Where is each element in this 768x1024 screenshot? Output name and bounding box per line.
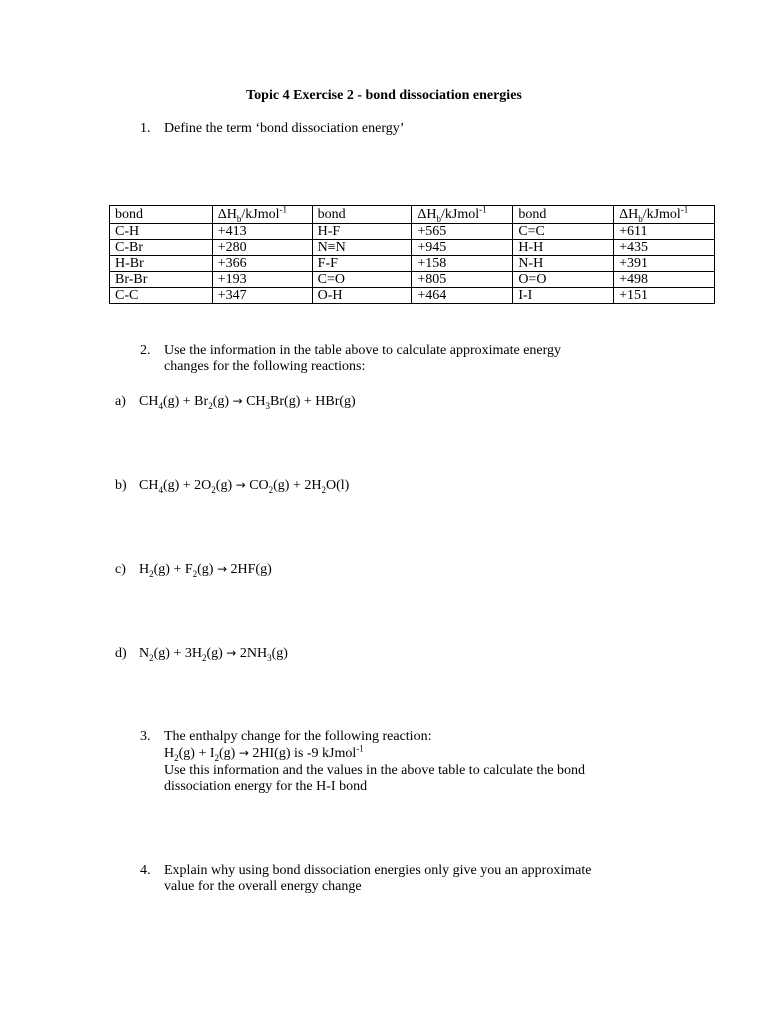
table-cell: H-H xyxy=(513,240,614,256)
table-cell: +158 xyxy=(412,256,513,272)
table-cell: O=O xyxy=(513,272,614,288)
header-energy: $\Delta H_b/kJmol^{-1}$ xyxy=(614,206,715,224)
table-row xyxy=(110,272,715,288)
arrow-icon: → xyxy=(235,478,246,492)
table-cell: +805 xyxy=(412,272,513,288)
table-cell: C=O xyxy=(312,272,412,288)
reaction-equation: $N_2(g) + 3H_2(g) \to 2NH_3(g)$ xyxy=(139,646,288,663)
header-energy: $\Delta H_b/kJmol^{-1}$ xyxy=(412,206,513,224)
table-cell: H-Br xyxy=(110,256,213,272)
table-cell: +413 xyxy=(212,224,312,240)
reaction-label: b) xyxy=(115,478,127,493)
table-cell: C=C xyxy=(513,224,614,240)
question-number: 1. xyxy=(140,121,151,136)
question-2 xyxy=(140,343,561,359)
table-row xyxy=(110,288,715,304)
question-text: The enthalpy change for the following reaction: xyxy=(164,729,432,744)
table-cell: H-F xyxy=(312,224,412,240)
reaction-equation: $CH_4(g) + 2O_2(g) \to CO_2(g) + 2H_2O(l)$ xyxy=(139,478,350,495)
table-cell: +391 xyxy=(614,256,715,272)
question-text: Explain why using bond dissociation energies only give you an approximate xyxy=(164,863,592,878)
header-bond: bond xyxy=(513,206,614,224)
reaction-label: c) xyxy=(115,562,126,577)
table-cell: +151 xyxy=(614,288,715,304)
question-text: changes for the following reactions: xyxy=(164,359,366,374)
table-cell: +498 xyxy=(614,272,715,288)
page-title: Topic 4 Exercise 2 - bond dissociation energies xyxy=(246,88,522,103)
arrow-icon: → xyxy=(226,646,237,660)
table-cell: +347 xyxy=(212,288,312,304)
question-number: 3. xyxy=(140,729,151,744)
table-row xyxy=(110,256,715,272)
table-cell: O-H xyxy=(312,288,412,304)
reaction-b xyxy=(115,477,349,494)
table-cell: +366 xyxy=(212,256,312,272)
table-cell: F-F xyxy=(312,256,412,272)
question-number: 2. xyxy=(140,343,151,358)
table-row xyxy=(110,224,715,240)
arrow-icon: → xyxy=(238,746,249,760)
header-bond: bond xyxy=(312,206,412,224)
arrow-icon: → xyxy=(232,394,243,408)
table-header-row xyxy=(110,206,715,224)
bond-energy-table xyxy=(109,205,715,304)
table-cell: N-H xyxy=(513,256,614,272)
header-bond: bond xyxy=(110,206,213,224)
table-cell: +464 xyxy=(412,288,513,304)
question-text: dissociation energy for the H-I bond xyxy=(164,779,368,794)
question-3 xyxy=(140,729,431,745)
reaction-label: a) xyxy=(115,394,126,409)
table-cell: +565 xyxy=(412,224,513,240)
table-cell: C-H xyxy=(110,224,213,240)
table-cell: C-C xyxy=(110,288,213,304)
table-cell: +193 xyxy=(212,272,312,288)
table-cell: +945 xyxy=(412,240,513,256)
question-number: 4. xyxy=(140,863,151,878)
question-text: Define the term ‘bond dissociation energy’ xyxy=(164,121,405,136)
reaction-d xyxy=(115,645,288,662)
table-row xyxy=(110,240,715,256)
reaction-a xyxy=(115,393,356,410)
header-energy: $\Delta H_b/kJmol^{-1}$ xyxy=(212,206,312,224)
reaction-c xyxy=(115,561,272,578)
table-cell: Br-Br xyxy=(110,272,213,288)
table-cell: +280 xyxy=(212,240,312,256)
reaction-label: d) xyxy=(115,646,127,661)
question-1 xyxy=(140,121,404,137)
table-cell: N≡N xyxy=(312,240,412,256)
question-text: value for the overall energy change xyxy=(164,879,362,894)
table-cell: +611 xyxy=(614,224,715,240)
table-cell: +435 xyxy=(614,240,715,256)
table-cell: C-Br xyxy=(110,240,213,256)
table-cell: I-I xyxy=(513,288,614,304)
question-4 xyxy=(140,863,591,879)
reaction-equation: $H_2(g) + F_2(g) \to 2HF(g)$ xyxy=(139,562,272,579)
arrow-icon: → xyxy=(216,562,228,576)
question-text: Use this information and the values in the above table to calculate the bond xyxy=(164,763,586,778)
question-text: Use the information in the table above to calculate approximate energy xyxy=(164,343,562,358)
reaction-equation: $CH_4(g) + Br_2(g) \to CH_3Br(g) + HBr(g)$ xyxy=(139,394,356,411)
question-equation: $H_2(g) + I_2(g) \to 2HI(g)$ is -9 kJmol$^{-1}$ xyxy=(164,743,364,763)
